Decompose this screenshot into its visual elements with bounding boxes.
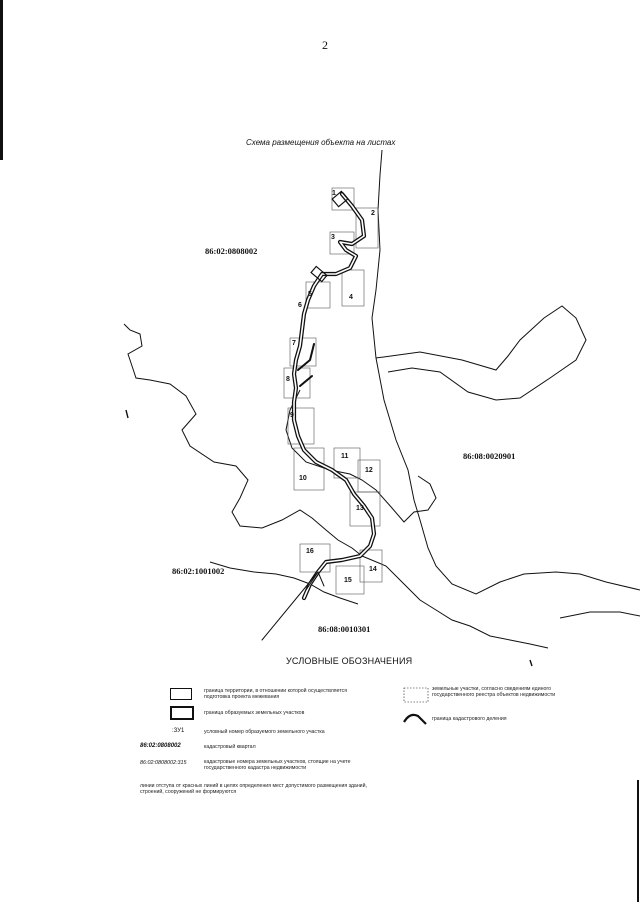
boundary-east-loop — [376, 306, 586, 400]
route — [262, 194, 374, 640]
boundary-river-south — [362, 556, 548, 648]
sheet-label-3: 3 — [331, 234, 335, 241]
sheet-label-1: 1 — [332, 190, 336, 197]
legend-boundary-symbol — [404, 715, 426, 724]
cadastral-label-0808002: 86:02:0808002 — [205, 246, 258, 256]
sheet-label-7: 7 — [292, 340, 296, 347]
boundary-river-west — [124, 324, 362, 556]
sheet-label-14: 14 — [369, 566, 377, 573]
legend-symbols — [404, 688, 428, 724]
cadastral-label-1001002: 86:02:1001002 — [172, 566, 225, 576]
legend-territory-text: граница территории, в отношении которой осуществляется подготовка проекта межевания — [204, 688, 348, 701]
route-tail-line — [262, 572, 318, 640]
sheet-label-13: 13 — [356, 505, 364, 512]
sheet-label-5: 5 — [308, 291, 312, 298]
legend-territory-box — [170, 688, 192, 700]
map-title: Схема размещения объекта на листах — [246, 138, 396, 147]
frame-sheet-16 — [300, 544, 330, 572]
parcel-mid — [311, 266, 327, 281]
mark-right — [530, 660, 532, 666]
legend-registered-text: земельные участки, согласно сведениям единого государственного реестра объектов недвижимости — [432, 686, 556, 699]
route-outer — [294, 194, 374, 598]
frame-sheet-12 — [358, 460, 380, 492]
sheet-label-16: 16 — [306, 548, 314, 555]
cadastral-label-0010301: 86:08:0010301 — [318, 624, 371, 634]
legend-registered-symbol — [404, 688, 428, 702]
legend-parcel-text: кадастровые номера земельных участков, стоящие на учете государственного кадастра недвижимости — [204, 759, 351, 772]
sheet-label-4: 4 — [349, 294, 353, 301]
sheet-label-10: 10 — [299, 475, 307, 482]
sheet-label-2: 2 — [371, 210, 375, 217]
sheet-frames — [284, 188, 382, 594]
sheet-label-8: 8 — [286, 376, 290, 383]
boundary-river-bank — [372, 150, 640, 594]
cadastral-label-0020901: 86:08:0020901 — [463, 451, 516, 461]
route-inner — [294, 194, 374, 598]
legend-parcel-code-text: условный номер образуемого земельного участка — [204, 729, 325, 735]
legend-block-example: 86:02:0808002 — [140, 743, 181, 749]
sheet-label-12: 12 — [365, 467, 373, 474]
legend-cadastral-boundary-text: граница кадастрового деления — [432, 716, 507, 722]
parcel-shapes — [311, 191, 348, 281]
mark-left — [126, 410, 128, 418]
sheet-label-15: 15 — [344, 577, 352, 584]
legend-block-text: кадастровый квартал — [204, 744, 256, 750]
legend-formed-text: граница образуемых земельных участков — [204, 710, 305, 716]
legend-title: УСЛОВНЫЕ ОБОЗНАЧЕНИЯ — [286, 656, 413, 666]
frame-sheet-4 — [342, 270, 364, 306]
legend-parcel-code: :ЗУ1 — [172, 728, 185, 734]
sheet-label-9: 9 — [290, 412, 294, 419]
legend-setback-text: линии отступа от красных линий в целях определения мест допустимого размещения зданий, строений, сооружений не формируются — [140, 783, 367, 796]
page-number: 2 — [322, 38, 328, 52]
legend-parcel-example: 86:02:0808002:315 — [140, 760, 187, 766]
legend-formed-box — [170, 706, 194, 720]
sheet-label-6: 6 — [298, 302, 302, 309]
sheet-label-11: 11 — [341, 453, 349, 460]
boundary-far-right — [560, 612, 640, 618]
